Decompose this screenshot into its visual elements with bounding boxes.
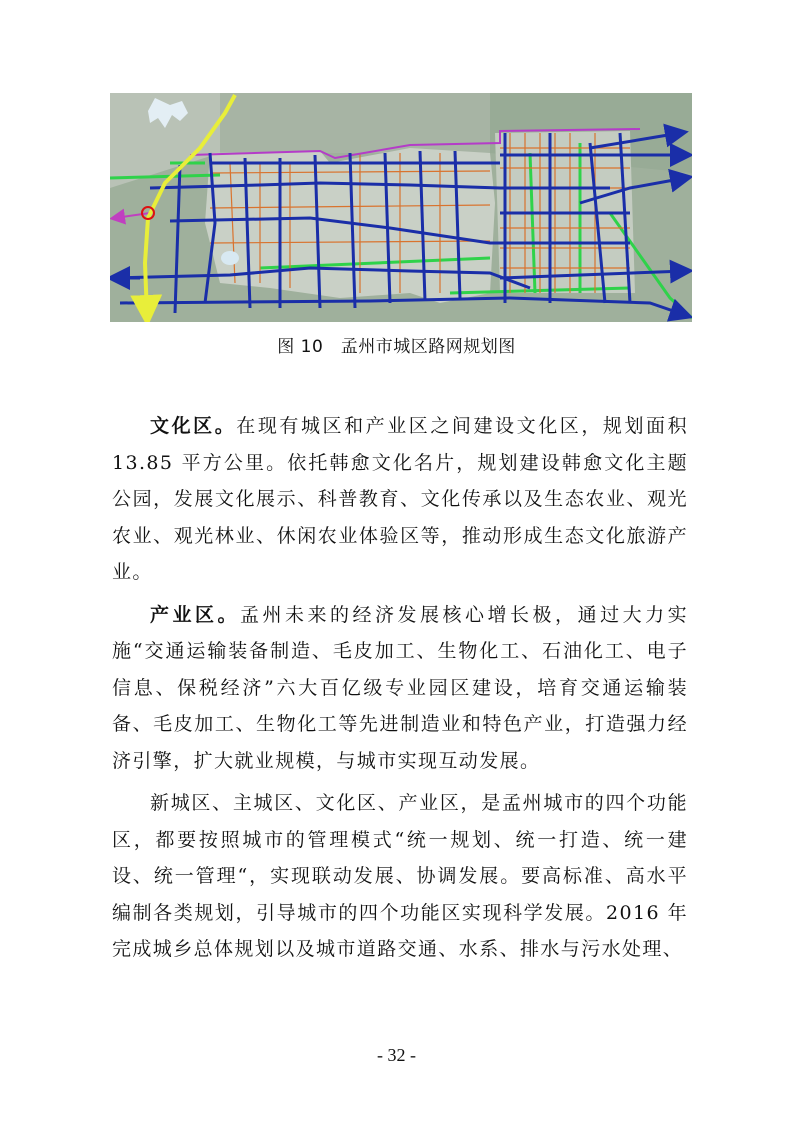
paragraph-text: 在现有城区和产业区之间建设文化区，规划面积 13.85 平方公里。依托韩愈文化名片，规划建设韩愈文化主题公园，发展文化展示、科普教育、文化传承以及生态农业、观光农业、观光林业、休闲农业体验区等，推动形成生态文化旅游产业。	[112, 415, 688, 583]
paragraph-four-zones	[112, 785, 688, 968]
paragraph-lead: 产业区。	[150, 603, 241, 626]
paragraph-text: 新城区、主城区、文化区、产业区，是孟州城市的四个功能区，都要按照城市的管理模式“统一规划、统一打造、统一建设、统一管理“，实现联动发展、协调发展。要高标准、高水平编制各类规划，引导城市的四个功能区实现科学发展。2016 年完成城乡总体规划以及城市道路交通、水系、排水与污水处理、	[112, 792, 688, 960]
urban-lake	[221, 251, 239, 265]
road-network-map	[110, 93, 692, 322]
body-text	[112, 408, 688, 974]
page-number: - 32 -	[377, 1045, 416, 1065]
paragraph-industry-zone	[112, 597, 688, 780]
paragraph-culture-zone	[112, 408, 688, 591]
paragraph-text: 孟州未来的经济发展核心增长极，通过大力实施“交通运输装备制造、毛皮加工、生物化工、石油化工、电子信息、保税经济”六大百亿级专业园区建设，培育交通运输装备、毛皮加工、生物化工等先进制造业和特色产业，打造强力经济引擎，扩大就业规模，与城市实现互动发展。	[112, 603, 688, 772]
figure-caption: 图 10 孟州市城区路网规划图	[277, 337, 516, 357]
paragraph-lead: 文化区。	[150, 415, 237, 437]
